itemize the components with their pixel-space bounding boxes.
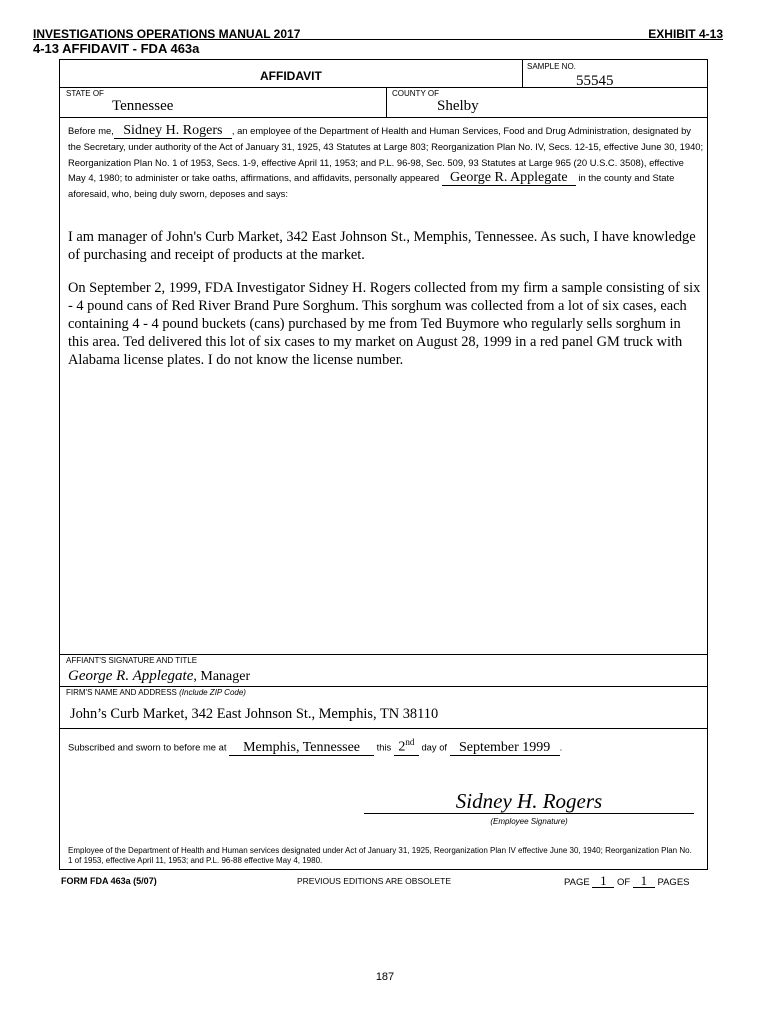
preamble [68,123,704,202]
state-value: Tennessee [112,98,174,114]
county-label: COUNTY OF [392,89,439,98]
manual-title: INVESTIGATIONS OPERATIONS MANUAL 2017 [33,27,301,41]
page-subtitle: 4-13 AFFIDAVIT - FDA 463a [33,41,200,56]
sworn-this: this [376,741,392,753]
preamble-text-1: , an employee of the Department of Health and Human Services, Food and Drug Administration, designated by the Secretary, under authority of the Act of January 31, 1925, 43 Statutes at Large 803; Reorganization Plan No. IV, Secs. 12-15, effective June 30, 1940; Reorganization Plan No. 1 of 1953, Secs. 1-9, effective April 11, 1953; and P.L. 96-98, Sec. 509, 93 Statutes at Large 965 (20 U.S.C. 3508), effective May 4, 1980; to administer or take oaths, affirmations, and affidavits, personally appeared [68,125,704,183]
sample-no-value: 55545 [576,73,614,89]
sworn-day-of: day of [421,741,448,753]
firm-label-text: FIRM'S NAME AND ADDRESS [66,688,177,697]
affidavit-form [59,59,708,870]
row-rule-4 [60,686,707,687]
sample-divider [522,60,523,87]
page-count [564,874,690,888]
obsolete-notice: PREVIOUS EDITIONS ARE OBSOLETE [297,876,451,886]
page-num: 1 [592,874,614,888]
employee-signature-label: (Employee Signature) [490,817,568,826]
header-rule [33,39,723,40]
pages-label: PAGES [657,877,690,888]
sample-no-label: SAMPLE NO. [527,62,576,71]
sworn-prefix: Subscribed and sworn to before me at [68,741,227,753]
preamble-before-me: Before me, [68,125,114,136]
preamble-text-2: in the county and State aforesaid, who, being duly sworn, deposes and says: [68,172,675,199]
employee-signature: Sidney H. Rogers [364,789,694,814]
affiant-name-field: George R. Applegate [442,170,576,186]
affiant-title: , Manager [193,669,251,684]
sworn-day-num: 2 [398,739,406,755]
page-total: 1 [633,874,655,888]
row-rule-1 [60,87,707,88]
firm-label [66,688,246,697]
form-title: AFFIDAVIT [260,69,322,83]
of-label: OF [616,877,631,888]
sworn-end: . [559,741,563,753]
county-value: Shelby [437,98,479,114]
footnote: Employee of the Department of Health and Human services designated under Act of January 31, 1925, Reorganization Plan IV effective June 30, 1940; Reorganization Plan No. 1 of 1953, effective April 11, 1953; and P.L. 96-88 effective May 4, 1980. [68,846,692,865]
sworn-place-field: Memphis, Tennessee [229,740,374,756]
page-number: 187 [375,971,395,983]
sworn-month-year-field: September 1999 [450,740,560,756]
statement-paragraph-2: On September 2, 1999, FDA Investigator Sidney H. Rogers collected from my firm a sample consisting of six - 4 pound cans of Red River Brand Pure Sorghum. This sorghum was collected from a lot of six cases, each containing 4 - 4 pound buckets (cans) purchased by me from Ted Buymore who regularly sells sorghum in this area. Ted delivered this lot of six cases to my market on August 28, 1999 in a red panel GM truck with Alabama license plates. I do not know the license number. [68,280,701,368]
firm-address: John’s Curb Market, 342 East Johnson St., Memphis, TN 38110 [70,706,439,722]
sworn-line [68,735,562,756]
sworn-day-field [394,735,419,756]
row-rule-2 [60,117,707,118]
affiant-signature-label: AFFIANT'S SIGNATURE AND TITLE [66,656,198,665]
form-id: FORM FDA 463a (5/07) [61,876,157,886]
county-divider [386,87,387,117]
affiant-signature-line [68,667,250,685]
row-rule-5 [60,728,707,729]
firm-label-note: (Include ZIP Code) [179,688,246,697]
row-rule-3 [60,654,707,655]
state-label: STATE OF [66,89,104,98]
statement-body [68,228,704,384]
affiant-signature: George R. Applegate [68,668,194,684]
sworn-day-suffix: nd [405,737,415,747]
statement-paragraph-1: I am manager of John's Curb Market, 342 East Johnson St., Memphis, Tennessee. As such, I have knowledge of purchasing and receipt of products at the market. [68,229,696,263]
exhibit-label: EXHIBIT 4-13 [648,27,723,41]
employee-name-field: Sidney H. Rogers [114,123,232,139]
page-label: PAGE [564,877,590,888]
